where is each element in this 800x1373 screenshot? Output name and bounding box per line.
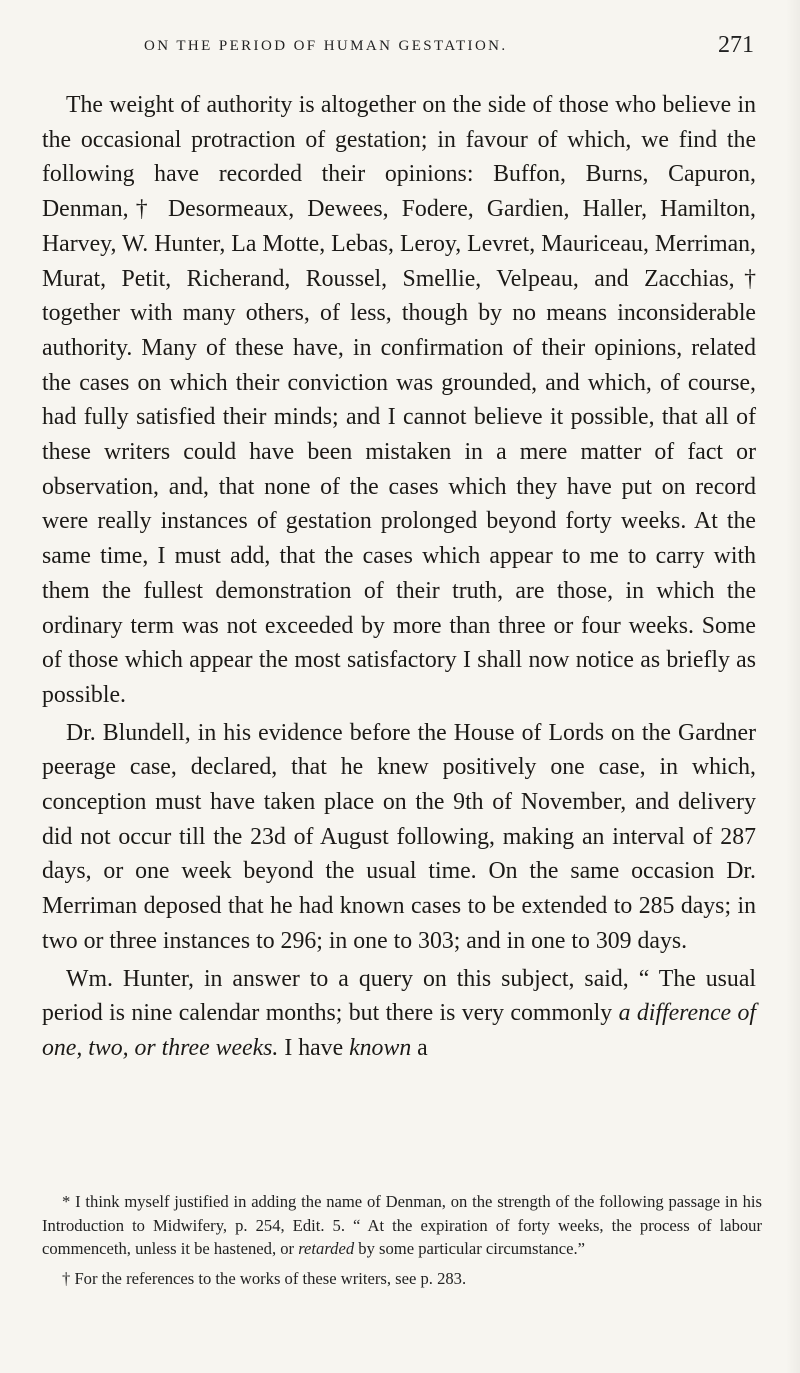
footnotes bbox=[42, 1190, 762, 1290]
italic-word: known bbox=[349, 1034, 412, 1061]
footnote-text: by some particular circumstance.” bbox=[354, 1239, 585, 1259]
footnote-text: * I think myself justified in adding the name of Denman, on the strength of the following passage in his Introduction to Midwifery, p. 254, Edit. 5. “ At the expiration of forty weeks, the process of labour commenceth, unless it be hastened, or bbox=[42, 1192, 762, 1259]
body-text bbox=[42, 88, 756, 1066]
footnote-text: † For the references to the works of these writers, see p. 283. bbox=[62, 1268, 467, 1288]
footnote-asterisk bbox=[42, 1190, 762, 1261]
page-header bbox=[0, 30, 800, 70]
footnote-dagger bbox=[42, 1267, 762, 1291]
paragraph bbox=[42, 716, 756, 959]
paragraph-text: Dr. Blundell, in his evidence before the House of Lords on the Gardner peerage case, declared, that he knew positively one case, in which, conception must have taken place on the 9th of November, and delivery did not occur till the 23d of August following, making an interval of 287 days, or one week beyond the usual time. On the same occasion Dr. Merriman deposed that he had known cases to be extended to 285 days; in two or three instances to 296; in one to 303; and in one to 309 days. bbox=[42, 719, 756, 954]
paragraph bbox=[42, 962, 756, 1066]
footnote-italic-word: retarded bbox=[298, 1239, 355, 1259]
paragraph-text: I have bbox=[278, 1034, 350, 1061]
paragraph-text: The weight of authority is altogether on the side of those who believe in the occasional protraction of gestation; in favour of which, we find the following have recorded their opinions: Buffon, Burns, Capuron, Denman,† Desormeaux, Dewees, Fodere, Gardien, Haller, Hamilton, Harvey, W. Hunter, La Motte, Lebas, Leroy, Levret, Mauriceau, Merriman, Murat, Petit, Richerand, Roussel, Smellie, Velpeau, and Zacchias,† together with many others, of less, though by no means inconsiderable authority. Many of these have, in confirmation of their opinions, related the cases on which their conviction was grounded, and which, of course, had fully satisfied their minds; and I cannot believe it possible, that all of these writers could have been mistaken in a mere matter of fact or observation, and, that none of the cases which they have put on record were really instances of gestation prolonged beyond forty weeks. At the same time, I must add, that the cases which appear to me to carry with them the fullest demonstration of their truth, are those, in which the ordinary term was not exceeded by more than three or four weeks. Some of those which appear the most satisfactory I shall now notice as briefly as possible. bbox=[42, 92, 756, 708]
running-head: ON THE PERIOD OF HUMAN GESTATION. bbox=[144, 38, 508, 54]
italic-phrase: a difference of one, two, or three weeks. bbox=[42, 1000, 756, 1061]
page-number: 271 bbox=[718, 32, 754, 58]
paragraph-text: a bbox=[411, 1034, 428, 1061]
paragraph bbox=[42, 88, 756, 713]
paragraph-text: Wm. Hunter, in answer to a query on this subject, said, “ The usual period is nine calendar months; but there is very commonly bbox=[42, 965, 756, 1027]
page-edge-shadow bbox=[786, 0, 800, 1373]
